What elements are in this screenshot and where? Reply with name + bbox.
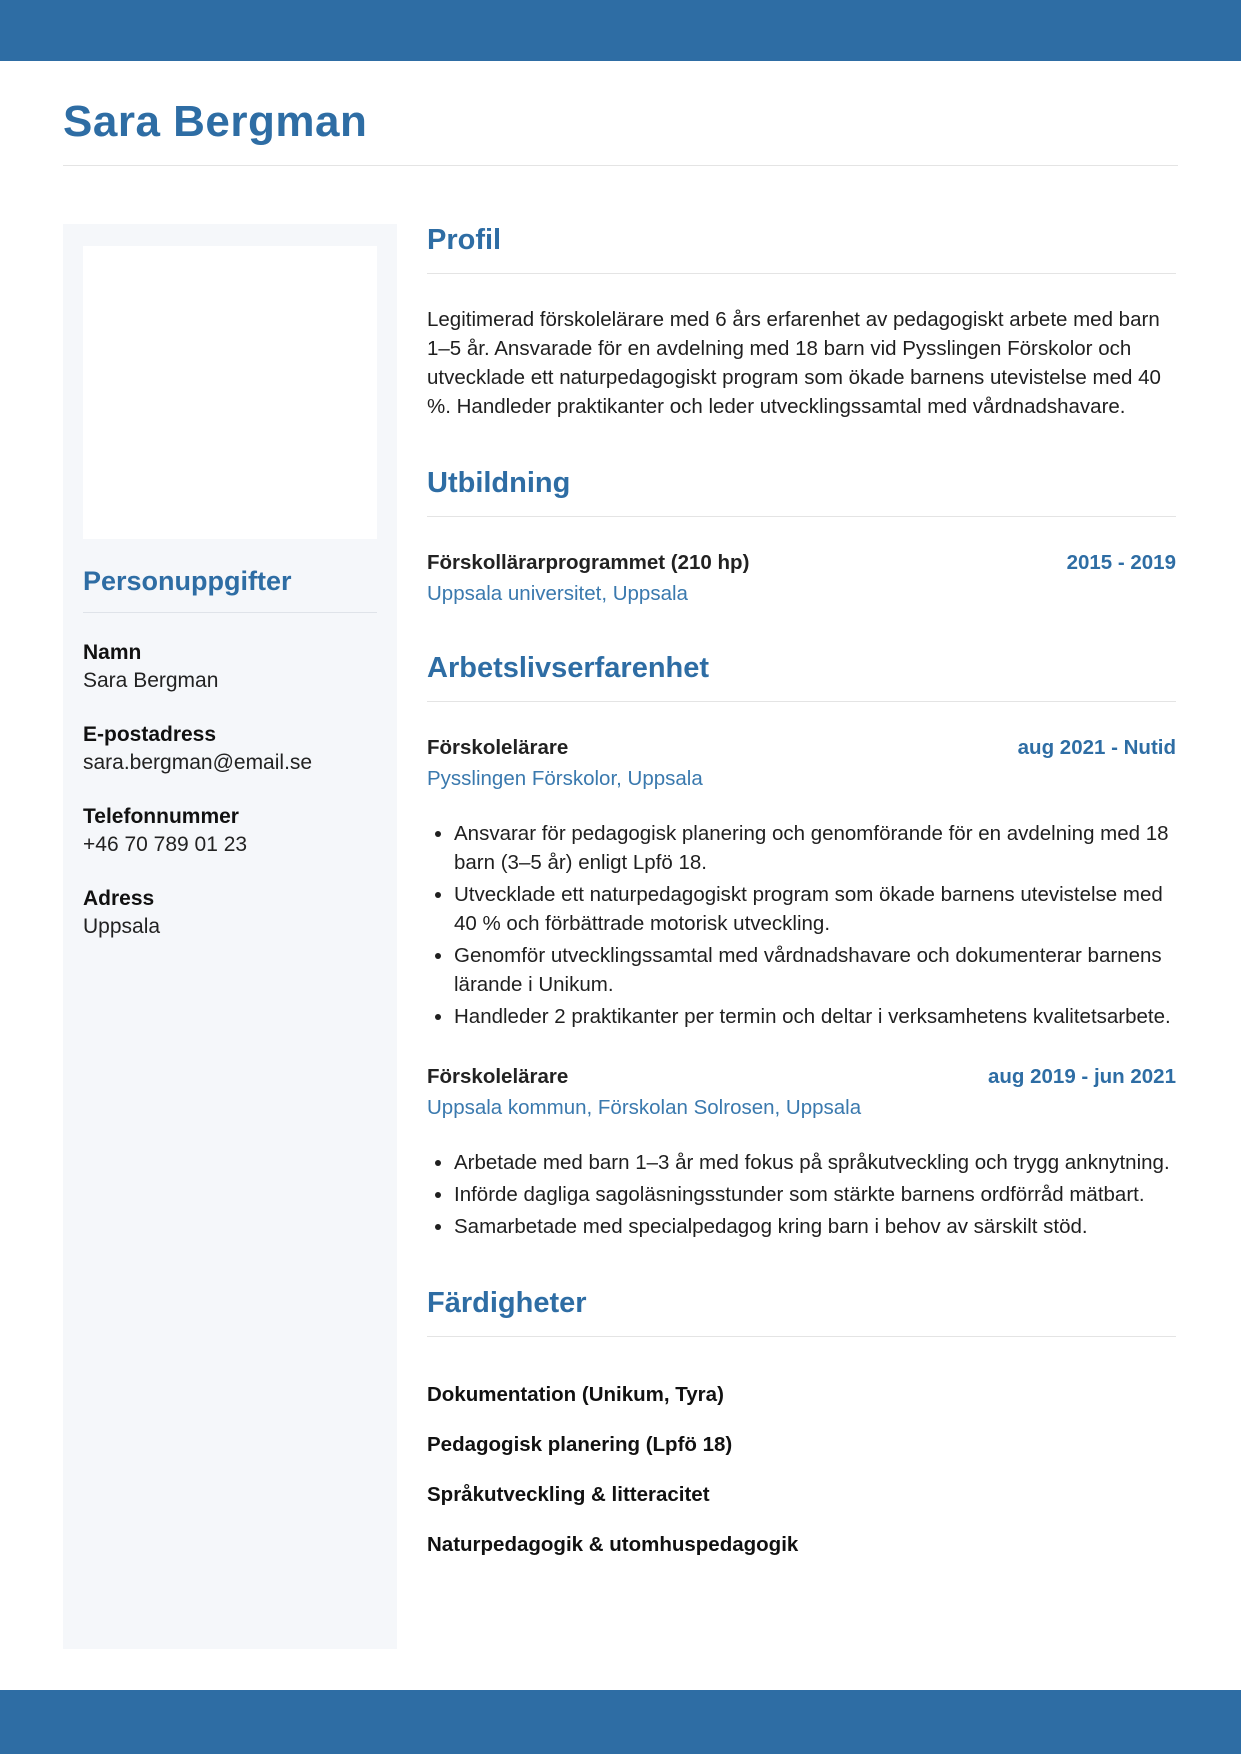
field-label: E-postadress bbox=[83, 723, 217, 746]
section-title-profile: Profil bbox=[427, 224, 1176, 274]
job-bullet: • Utvecklade ett naturpedagogiskt program som ökade barnens utevistelse med 40 % och förbättrade motorisk utveckling. bbox=[454, 880, 1176, 938]
field-name bbox=[83, 639, 377, 695]
degree-title: Förskollärarprogrammet (210 hp) bbox=[427, 551, 750, 574]
job-bullet-list bbox=[427, 819, 1176, 1031]
field-phone bbox=[83, 803, 377, 859]
job-dates: aug 2021 - Nutid bbox=[1017, 736, 1176, 759]
section-title-education: Utbildning bbox=[427, 467, 1176, 517]
section-title-skills: Färdigheter bbox=[427, 1287, 1176, 1337]
field-label: Telefonnummer bbox=[83, 805, 239, 828]
skill-item: Pedagogisk planering (Lpfö 18) bbox=[427, 1433, 733, 1456]
field-value: +46 70 789 01 23 bbox=[83, 833, 248, 856]
education-entry-header bbox=[427, 551, 1176, 575]
school-name: Uppsala universitet, Uppsala bbox=[427, 582, 688, 605]
field-label: Namn bbox=[83, 641, 142, 664]
experience-entry-header bbox=[427, 736, 1176, 760]
experience-entry bbox=[427, 736, 1176, 1031]
experience-entry-header bbox=[427, 1065, 1176, 1089]
field-label: Adress bbox=[83, 887, 155, 910]
job-dates: aug 2019 - jun 2021 bbox=[987, 1065, 1176, 1088]
field-email bbox=[83, 721, 377, 777]
photo-placeholder bbox=[83, 246, 377, 539]
skill-item: Naturpedagogik & utomhuspedagogik bbox=[427, 1533, 799, 1556]
cv-body bbox=[0, 224, 1241, 1649]
skill-list bbox=[427, 1381, 1176, 1559]
profile-text: Legitimerad förskolelärare med 6 års erfarenhet av pedagogiskt arbete med barn 1–5 år. Ansvarade för en avdelning med 18 barn vid Pysslingen Förskolor och utvecklade ett naturpedagogiskt program som ökade barnens utevistelse med 40 %. Handleder praktikanter och leder utvecklingssamtal med vårdnadshavare. bbox=[427, 308, 1161, 418]
field-value: Uppsala bbox=[83, 915, 161, 938]
sidebar-section-title: Personuppgifter bbox=[83, 565, 377, 613]
experience-entry bbox=[427, 1065, 1176, 1241]
education-entry bbox=[427, 551, 1176, 606]
employer-name: Pysslingen Förskolor, Uppsala bbox=[427, 767, 703, 790]
job-bullet-list bbox=[427, 1148, 1176, 1241]
page-title: Sara Bergman bbox=[63, 97, 368, 146]
job-bullet: • Genomför utvecklingssamtal med vårdnadshavare och dokumenterar barnens lärande i Unikum. bbox=[454, 941, 1176, 999]
main-column bbox=[397, 224, 1176, 1581]
skill-item: Dokumentation (Unikum, Tyra) bbox=[427, 1383, 724, 1406]
job-bullet: • Handleder 2 praktikanter per termin och deltar i verksamhetens kvalitetsarbete. bbox=[454, 1002, 1176, 1031]
sidebar bbox=[63, 224, 397, 1649]
job-bullet: • Ansvarar för pedagogisk planering och genomförande för en avdelning med 18 barn (3–5 år) enligt Lpfö 18. bbox=[454, 819, 1176, 877]
education-dates: 2015 - 2019 bbox=[1066, 551, 1176, 574]
bottom-accent-bar bbox=[0, 1690, 1241, 1754]
field-value: Sara Bergman bbox=[83, 669, 219, 692]
job-title: Förskolelärare bbox=[427, 1065, 569, 1088]
field-value: sara.bergman@email.se bbox=[83, 751, 313, 774]
header-divider bbox=[63, 165, 1178, 166]
section-education bbox=[427, 467, 1176, 606]
top-accent-bar bbox=[0, 0, 1241, 61]
job-bullet: • Arbetade med barn 1–3 år med fokus på språkutveckling och trygg anknytning. bbox=[454, 1148, 1176, 1177]
section-experience bbox=[427, 652, 1176, 1241]
section-profile bbox=[427, 224, 1176, 421]
employer-name: Uppsala kommun, Förskolan Solrosen, Uppsala bbox=[427, 1096, 862, 1119]
job-bullet: • Samarbetade med specialpedagog kring barn i behov av särskilt stöd. bbox=[454, 1212, 1176, 1241]
field-address bbox=[83, 885, 377, 941]
section-title-experience: Arbetslivserfarenhet bbox=[427, 652, 1176, 702]
job-bullet: • Införde dagliga sagoläsningsstunder som stärkte barnens ordförråd mätbart. bbox=[454, 1180, 1176, 1209]
job-title: Förskolelärare bbox=[427, 736, 569, 759]
skill-item: Språkutveckling & litteracitet bbox=[427, 1483, 710, 1506]
section-skills bbox=[427, 1287, 1176, 1559]
